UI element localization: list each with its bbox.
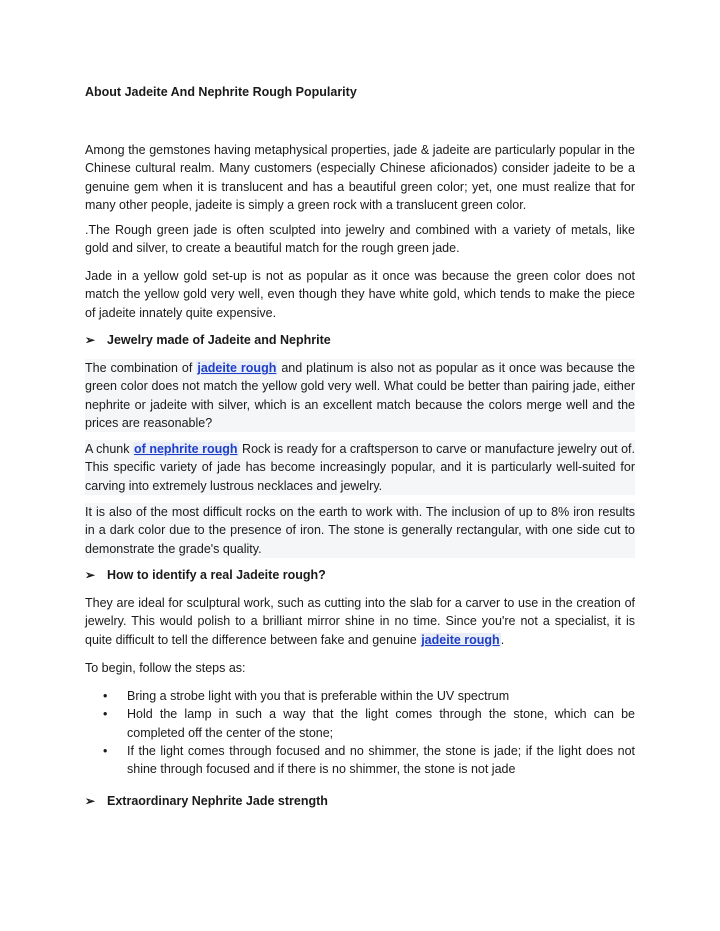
list-item <box>103 705 635 742</box>
heading-nephrite-strength <box>85 793 328 809</box>
heading-identify-text: How to identify a real Jadeite rough? <box>107 568 326 582</box>
text-fragment: Rock is ready for a craftsperson to carve or manufacture jewelry out of. This specific variety of jade has become increasingly popular, and it is particularly well-suited for carving into extremely lustrous necklaces and jewelry. <box>85 442 635 493</box>
bullet-dot-icon: • <box>103 707 108 722</box>
heading-jewelry <box>85 332 331 348</box>
list-item-text: Bring a strobe light with you that is preferable within the UV spectrum <box>127 689 510 703</box>
paragraph-sculptural-work <box>85 594 635 649</box>
paragraph-intro: Among the gemstones having metaphysical properties, jade & jadeite are particularly popular in the Chinese cultural realm. Many customers (especially Chinese aficionados) consider jadeite to be a genuine gem when it is translucent and has a beautiful green color; yet, one must realize that for many other people, jadeite is simply a green rock with a translucent green color. <box>85 143 635 212</box>
list-item-text: Hold the lamp in such a way that the light comes through the stone, which can be completed off the center of the stone; <box>127 707 635 740</box>
paragraph-rough-green-jade: .The Rough green jade is often sculpted into jewelry and combined with a variety of metals, like gold and silver, to create a beautiful match for the rough green jade. <box>85 223 635 256</box>
jadeite-rough-link[interactable]: jadeite rough <box>197 361 277 375</box>
text-fragment: . <box>500 632 505 647</box>
paragraph-yellow-gold: Jade in a yellow gold set-up is not as popular as it once was because the green color does not match the yellow gold very well, even though they have white gold, which tends to make the piece of jadeite innately quite expensive. <box>85 269 635 320</box>
document-title: About Jadeite And Nephrite Rough Popularity <box>85 85 357 99</box>
bullet-dot-icon: • <box>103 743 108 758</box>
arrow-bullet-icon: ➢ <box>85 794 96 808</box>
heading-nephrite-strength-text: Extraordinary Nephrite Jade strength <box>107 794 328 808</box>
paragraph-combination <box>85 359 635 432</box>
list-item-text: If the light comes through focused and no shimmer, the stone is jade; if the light does not shine through focused and if there is no shimmer, the stone is not jade <box>127 743 635 777</box>
list-item <box>103 687 635 705</box>
text-fragment: A chunk <box>85 442 134 456</box>
text-fragment: and platinum is also not as popular as it once was because the green color does not match the yellow gold very well. What could be better than pairing jade, either nephrite or jadeite with silver, which is an excellent match because the colors merge well and the prices are reasonable? <box>85 361 635 430</box>
steps-list <box>103 687 635 778</box>
list-item <box>103 742 635 779</box>
nephrite-rough-link[interactable]: of nephrite rough <box>134 442 238 456</box>
heading-jewelry-text: Jewelry made of Jadeite and Nephrite <box>107 333 331 347</box>
bullet-dot-icon: • <box>103 689 108 703</box>
text-fragment: They are ideal for sculptural work, such as cutting into the slab for a carver to use in the creation of jewelry. This would polish to a brilliant mirror shine in no time. Since you're not a specialist, it is quite difficult to tell the difference between fake and genuine <box>85 596 635 647</box>
heading-identify <box>85 567 326 583</box>
jadeite-rough-link-2[interactable]: jadeite rough <box>421 632 500 647</box>
text-fragment: The combination of <box>85 361 197 375</box>
paragraph-nephrite-chunk <box>85 440 635 495</box>
arrow-bullet-icon: ➢ <box>85 333 96 347</box>
paragraph-difficult-rocks: It is also of the most difficult rocks on the earth to work with. The inclusion of up to 8% iron results in a dark color due to the presence of iron. The stone is generally rectangular, with one side cut to demonstrate the grade's quality. <box>85 503 635 558</box>
arrow-bullet-icon: ➢ <box>85 568 96 582</box>
paragraph-to-begin: To begin, follow the steps as: <box>85 661 246 675</box>
